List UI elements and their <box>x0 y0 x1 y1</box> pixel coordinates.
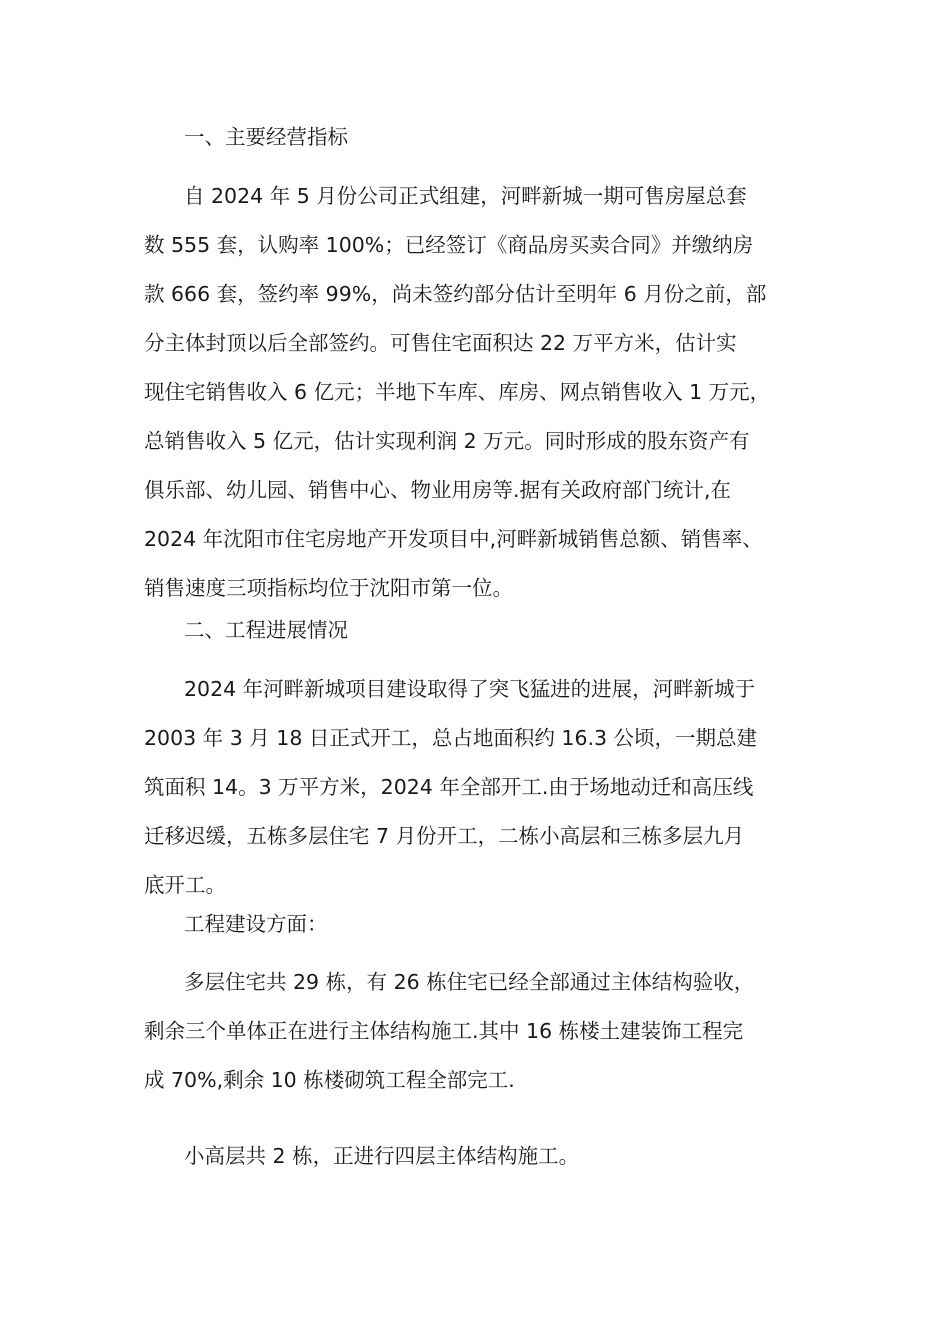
text-line: 剩余三个单体正在进行主体结构施工.其中 16 栋楼土建装饰工程完 <box>144 1019 744 1043</box>
text-line: 自 2024 年 5 月份公司正式组建，河畔新城一期可售房屋总套 <box>184 184 747 208</box>
text-line: 俱乐部、幼儿园、销售中心、物业用房等.据有关政府部门统计,在 <box>144 478 732 502</box>
text-line: 底开工。 <box>144 873 226 897</box>
text-line: 款 666 套，签约率 99%，尚未签约部分估计至明年 6 月份之前，部 <box>144 282 767 306</box>
text-line: 2024 年河畔新城项目建设取得了突飞猛进的进展，河畔新城于 <box>184 677 756 701</box>
paragraph-business-indicators <box>144 172 809 613</box>
text-line: 2024 年沈阳市住宅房地产开发项目中,河畔新城销售总额、销售率、 <box>144 527 763 551</box>
text-line: 筑面积 14。3 万平方米，2024 年全部开工.由于场地动迁和高压线 <box>144 775 754 799</box>
paragraph-small-highrise <box>144 1132 809 1181</box>
text-line: 成 70%,剩余 10 栋楼砌筑工程全部完工. <box>144 1068 515 1092</box>
text-line: 销售速度三项指标均位于沈阳市第一位。 <box>144 576 513 600</box>
text-line: 总销售收入 5 亿元，估计实现利润 2 万元。同时形成的股东资产有 <box>144 429 750 453</box>
text-line: 多层住宅共 29 栋，有 26 栋住宅已经全部通过主体结构验收， <box>184 970 755 994</box>
paragraph-engineering-progress <box>144 665 809 910</box>
section-heading-main-indicators: 一、主要经营指标 <box>184 125 348 149</box>
text-line: 分主体封顶以后全部签约。可售住宅面积达 22 万平方米，估计实 <box>144 331 737 355</box>
text-line: 小高层共 2 栋，正进行四层主体结构施工。 <box>184 1144 580 1168</box>
paragraph-multistory-housing <box>144 958 809 1105</box>
text-line: 迁移迟缓，五栋多层住宅 7 月份开工，二栋小高层和三栋多层九月 <box>144 824 745 848</box>
text-line: 数 555 套，认购率 100%；已经签订《商品房买卖合同》并缴纳房 <box>144 233 754 257</box>
text-line: 现住宅销售收入 6 亿元；半地下车库、库房、网点销售收入 1 万元， <box>144 380 771 404</box>
subheading-construction: 工程建设方面： <box>184 912 328 936</box>
section-heading-engineering-progress: 二、工程进展情况 <box>184 618 348 642</box>
text-line: 2003 年 3 月 18 日正式开工，总占地面积约 16.3 公顷，一期总建 <box>144 726 758 750</box>
